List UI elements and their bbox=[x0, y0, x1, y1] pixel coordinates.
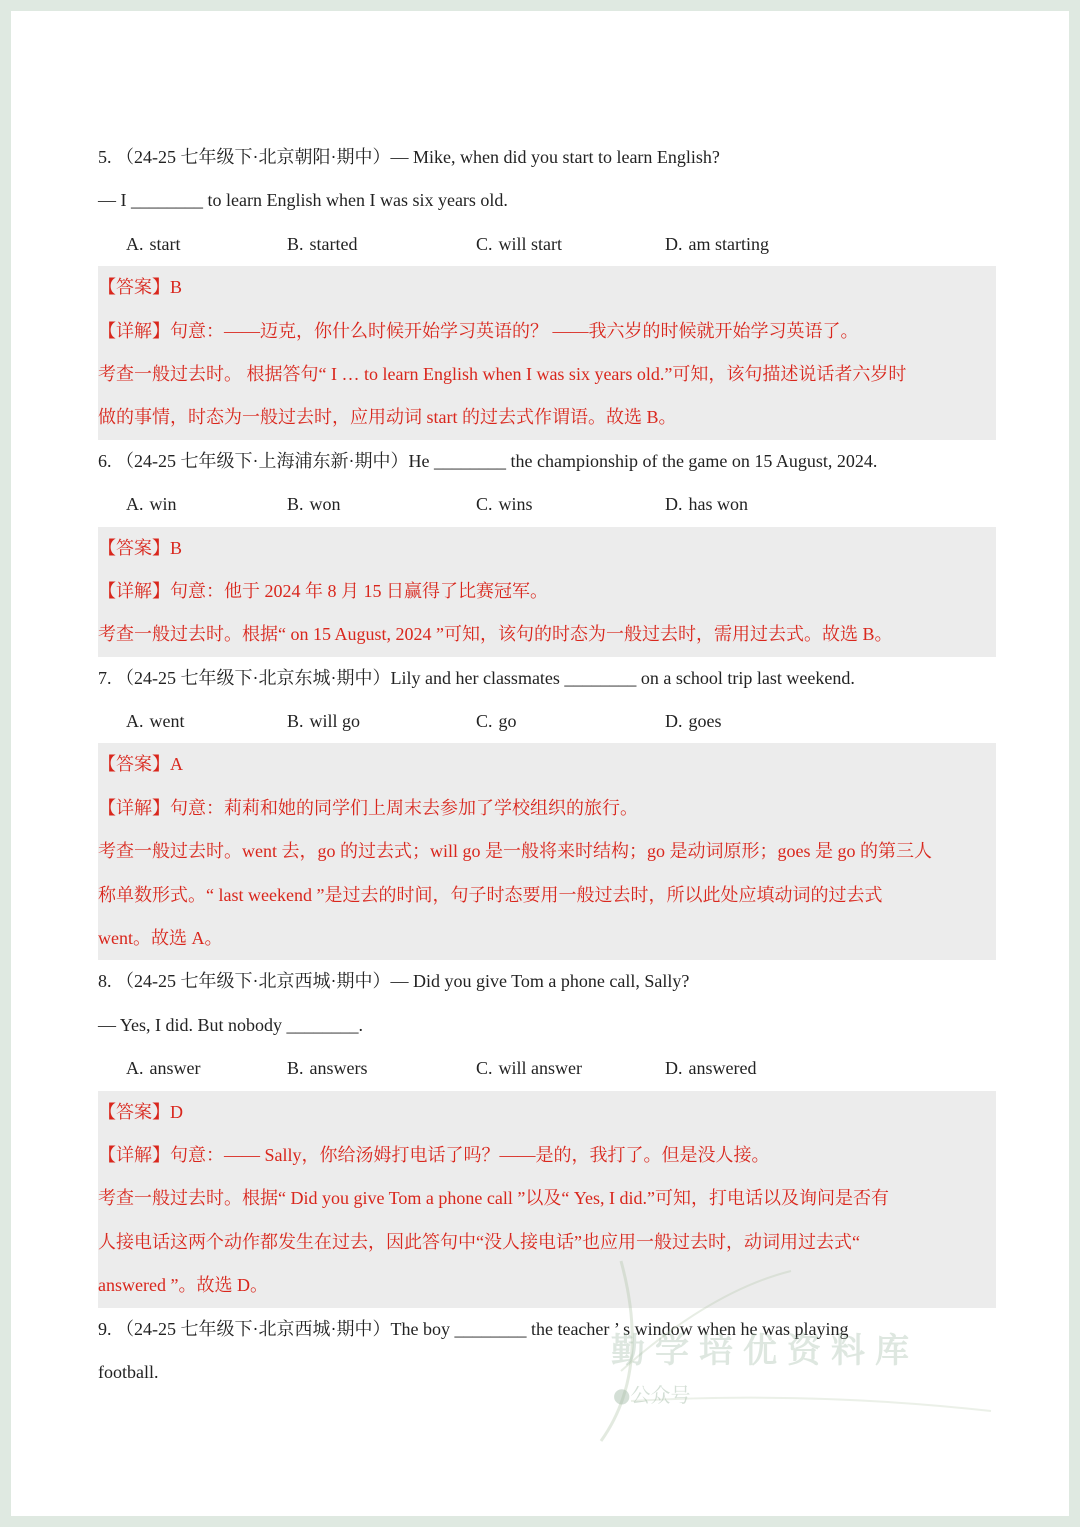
option-d: D. am starting bbox=[665, 233, 769, 254]
option-c: C. wins bbox=[476, 494, 533, 515]
explanation-line: 做的事情，时态为一般过去时，应用动词 start 的过去式作谓语。故选 B。 bbox=[98, 407, 677, 428]
explanation-line: 【详解】句意：他于 2024 年 8 月 15 日赢得了比赛冠军。 bbox=[98, 580, 548, 601]
answer-block bbox=[98, 1091, 996, 1308]
question-stem-line: 6. （24-25 七年级下·上海浦东新·期中）He ________ the championship of the game on 15 August, 2024. bbox=[98, 450, 878, 471]
answer-block bbox=[98, 266, 996, 440]
option-c: C. will answer bbox=[476, 1058, 582, 1079]
explanation-line: went。故选 A。 bbox=[98, 928, 223, 949]
question-stem-line: 8. （24-25 七年级下·北京西城·期中）— Did you give Tom a phone call, Sally? bbox=[98, 971, 690, 992]
answer-line: 【答案】B bbox=[98, 537, 183, 558]
question-stem-line: 5. （24-25 七年级下·北京朝阳·期中）— Mike, when did you start to learn English? bbox=[98, 147, 720, 167]
explanation-line: 考查一般过去时。根据“ Did you give Tom a phone call ”以及“ Yes, I did.”可知，打电话以及询问是否有 bbox=[98, 1188, 890, 1209]
question-7 bbox=[98, 657, 996, 961]
watermark-subtitle: ●公众号 bbox=[613, 1383, 691, 1407]
option-b: B. started bbox=[287, 233, 358, 254]
answer-line: 【答案】B bbox=[98, 277, 183, 298]
answer-block bbox=[98, 527, 996, 657]
option-a: A. win bbox=[126, 494, 177, 515]
question-9 bbox=[98, 1308, 996, 1395]
option-c: C. will start bbox=[476, 233, 563, 254]
option-d: D. has won bbox=[665, 494, 748, 515]
option-d: D. answered bbox=[665, 1058, 757, 1079]
question-6 bbox=[98, 440, 996, 657]
option-a: A. went bbox=[126, 711, 185, 732]
explanation-line: 考查一般过去时。根据“ on 15 August, 2024 ”可知，该句的时态为一般过去时，需用过去式。故选 B。 bbox=[98, 624, 893, 645]
option-b: B. will go bbox=[287, 711, 361, 732]
question-stem-line: 9. （24-25 七年级下·北京西城·期中）The boy ________ the teacher ’ s window when he was playing bbox=[98, 1318, 849, 1339]
explanation-line: answered ”。故选 D。 bbox=[98, 1275, 268, 1296]
answer-line: 【答案】A bbox=[98, 754, 183, 775]
option-c: C. go bbox=[476, 711, 517, 732]
option-a: A. start bbox=[126, 233, 181, 254]
question-stem-line: — I ________ to learn English when I was six years old. bbox=[98, 190, 508, 211]
watermark-title: 勤学培优资料库 bbox=[611, 1331, 919, 1371]
explanation-line: 【详解】句意：莉莉和她的同学们上周末去参加了学校组织的旅行。 bbox=[98, 797, 638, 818]
question-8 bbox=[98, 960, 996, 1307]
answer-block bbox=[98, 743, 996, 960]
options-row bbox=[98, 1047, 996, 1090]
explanation-line: 考查一般过去时。went 去，go 的过去式；will go 是一般将来时结构；go 是动词原形；goes 是 go 的第三人 bbox=[98, 841, 932, 862]
answer-line: 【答案】D bbox=[98, 1101, 183, 1122]
question-stem-line: football. bbox=[98, 1361, 159, 1382]
option-a: A. answer bbox=[126, 1058, 201, 1079]
document-page bbox=[11, 11, 1069, 1516]
question-5 bbox=[98, 136, 996, 440]
options-row bbox=[98, 483, 996, 526]
option-d: D. goes bbox=[665, 711, 722, 732]
question-stem-line: — Yes, I did. But nobody ________. bbox=[98, 1014, 364, 1035]
explanation-line: 【详解】句意：——迈克，你什么时候开始学习英语的？ ——我六岁的时候就开始学习英语了。 bbox=[98, 320, 859, 341]
option-b: B. answers bbox=[287, 1058, 368, 1079]
wechat-icon: ● bbox=[613, 1383, 631, 1407]
question-stem-line: 7. （24-25 七年级下·北京东城·期中）Lily and her classmates ________ on a school trip last weekend. bbox=[98, 667, 855, 688]
explanation-line: 【详解】句意：—— Sally，你给汤姆打电话了吗？——是的，我打了。但是没人接。 bbox=[98, 1144, 770, 1165]
option-b: B. won bbox=[287, 494, 341, 515]
question-list bbox=[98, 136, 996, 1394]
explanation-line: 考查一般过去时。 根据答句“ I … to learn English when I was six years old.”可知，该句描述说话者六岁时 bbox=[98, 363, 907, 384]
options-row bbox=[98, 700, 996, 743]
explanation-line: 人接电话这两个动作都发生在过去，因此答句中“没人接电话”也应用一般过去时，动词用过去式“ bbox=[98, 1231, 860, 1252]
explanation-line: 称单数形式。“ last weekend ”是过去的时间，句子时态要用一般过去时，所以此处应填动词的过去式 bbox=[98, 884, 883, 905]
options-row bbox=[98, 223, 996, 266]
